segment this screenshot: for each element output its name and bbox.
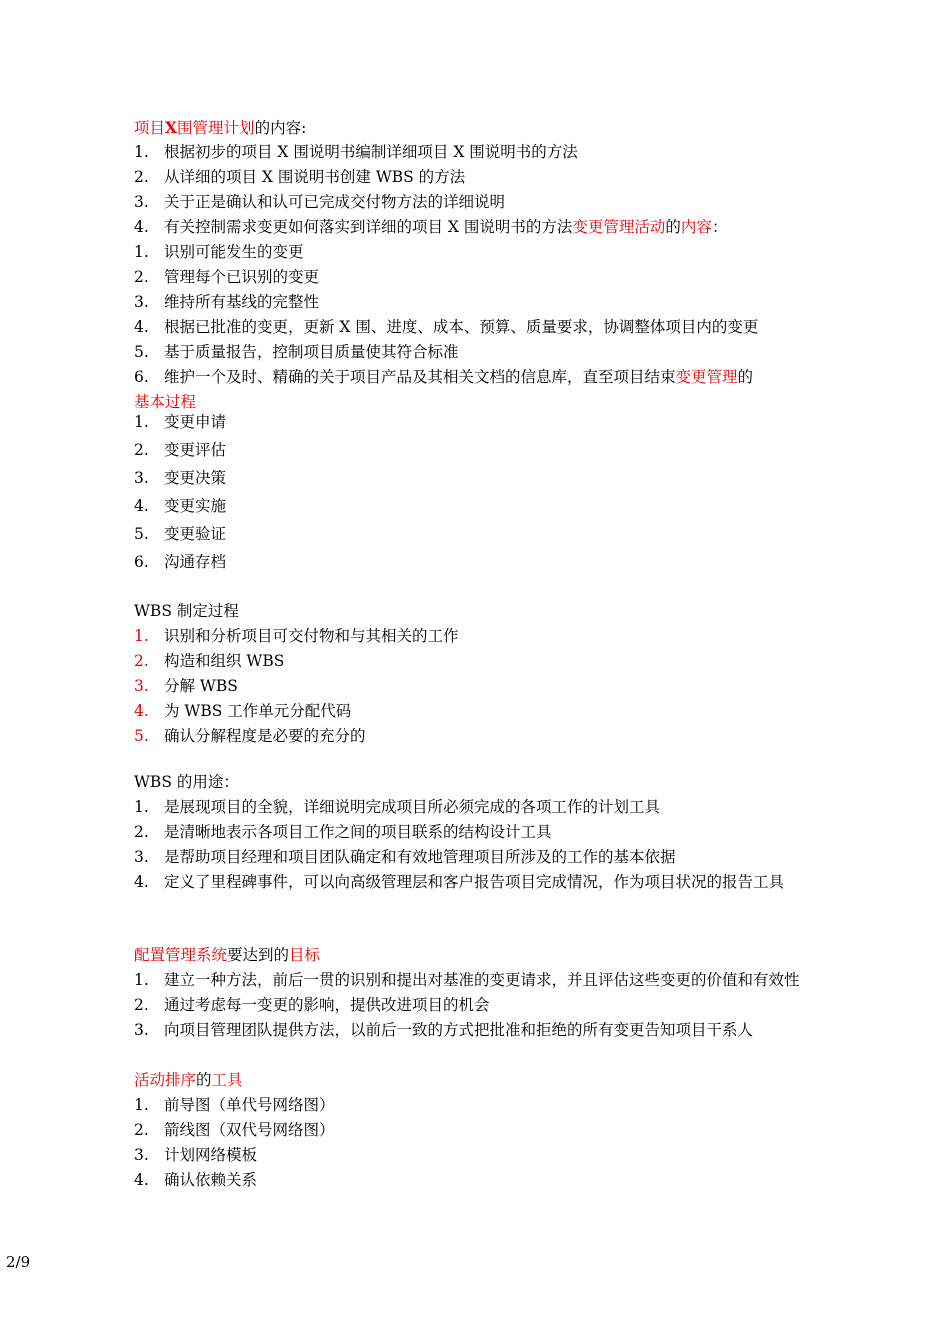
list-item: 1. 识别可能发生的变更 — [134, 243, 304, 261]
list-item: 3. 分解 WBS — [134, 677, 238, 695]
list-item: 3. 关于正是确认和认可已完成交付物方法的详细说明 — [134, 193, 506, 211]
list-item: 1. 建立一种方法，前后一贯的识别和提出对基准的变更请求，并且评估这些变更的价值和有效性 — [134, 971, 800, 989]
list-item: 1. 根据初步的项目 X 围说明书编制详细项目 X 围说明书的方法 — [134, 143, 578, 161]
list-item: 2. 管理每个已识别的变更 — [134, 268, 320, 286]
wbs-process-heading: WBS 制定过程 — [134, 602, 239, 620]
list-item: 3. 维持所有基线的完整性 — [134, 293, 320, 311]
wbs-usage-heading: WBS 的用途： — [134, 773, 239, 791]
list-item: 3. 变更决策 — [134, 469, 227, 487]
wbs-process-section — [134, 599, 824, 749]
activity-seq-section — [134, 1068, 824, 1193]
list-item: 4. 有关控制需求变更如何落实到详细的项目 X 围说明书的方法变更管理活动的内容： — [134, 218, 728, 236]
list-item: 4. 定义了里程碑事件，可以向高级管理层和客户报告项目完成情况，作为项目状况的报告工具 — [134, 873, 785, 891]
list-item: 3. 计划网络模板 — [134, 1146, 258, 1164]
list-item: 4. 变更实施 — [134, 497, 227, 515]
activity-seq-heading: 活动排序的工具 — [134, 1071, 243, 1089]
list-item: 4. 根据已批准的变更，更新 X 围、进度、成本、预算、质量要求，协调整体项目内的变更 — [134, 318, 759, 336]
wbs-usage-section — [134, 770, 824, 895]
list-item: 2. 变更评估 — [134, 441, 227, 459]
list-item: 4. 确认依赖关系 — [134, 1171, 258, 1189]
change-activities-item-6: 6. 维护一个及时、精确的关于项目产品及其相关文档的信息库，直至项目结束变更管理的 基本过程 — [134, 365, 824, 415]
list-item: 2. 构造和组织 WBS — [134, 652, 285, 670]
list-item: 5. 变更验证 — [134, 525, 227, 543]
list-item: 6. 沟通存档 — [134, 553, 227, 571]
list-item: 1. 前导图（单代号网络图） — [134, 1096, 335, 1114]
list-item: 2. 是清晰地表示各项目工作之间的项目联系的结构设计工具 — [134, 823, 552, 841]
list-item: 2. 从详细的项目 X 围说明书创建 WBS 的方法 — [134, 168, 466, 186]
list-item: 1. 识别和分析项目可交付物和与其相关的工作 — [134, 627, 459, 645]
list-item: 3. 是帮助项目经理和项目团队确定和有效地管理项目所涉及的工作的基本依据 — [134, 848, 676, 866]
config-mgmt-heading: 配置管理系统要达到的目标 — [134, 946, 321, 964]
list-item: 5. 基于质量报告，控制项目质量使其符合标准 — [134, 343, 459, 361]
change-mgmt-activities-heading: 变更管理活动 — [572, 218, 666, 236]
change-process-heading: 基本过程 — [134, 393, 197, 411]
list-item: 1. 变更申请 — [134, 413, 227, 431]
list-item: 1. 是展现项目的全貌，详细说明完成项目所必须完成的各项工作的计划工具 — [134, 798, 661, 816]
scope-plan-heading: 项目X围管理计划的内容: — [134, 118, 307, 137]
config-mgmt-section — [134, 943, 824, 1043]
scope-plan-section — [134, 115, 824, 240]
change-activities-section — [134, 240, 824, 365]
list-item: 4. 为 WBS 工作单元分配代码 — [134, 702, 352, 720]
list-item: 2. 通过考虑每一变更的影响，提供改进项目的机会 — [134, 996, 490, 1014]
list-item: 5. 确认分解程度是必要的充分的 — [134, 727, 366, 745]
change-process-section — [134, 408, 824, 576]
page-number: 2/9 — [6, 1253, 31, 1271]
list-item: 3. 向项目管理团队提供方法，以前后一致的方式把批准和拒绝的所有变更告知项目干系人 — [134, 1021, 754, 1039]
list-item: 2. 箭线图（双代号网络图） — [134, 1121, 335, 1139]
